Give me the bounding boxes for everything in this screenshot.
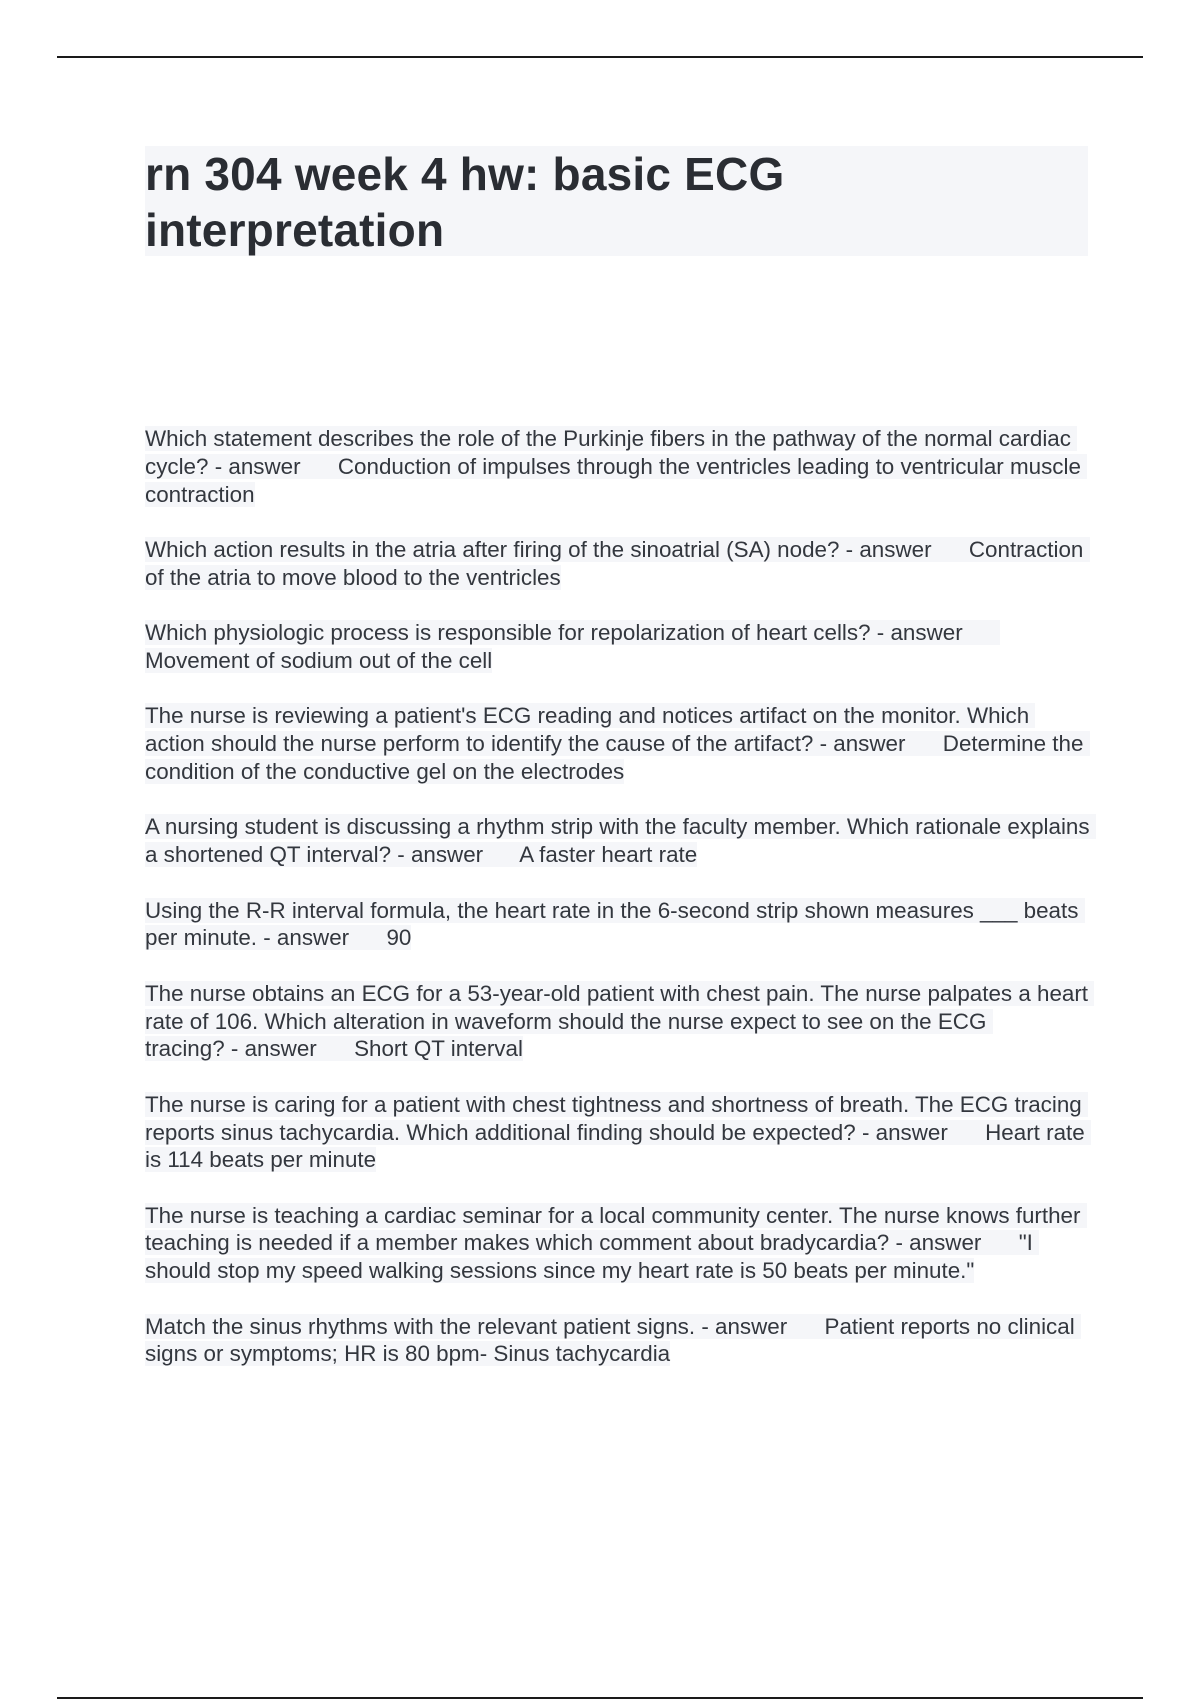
answer-text: "I should stop my speed walking sessions since my heart rate is 50 beats per minute." [145, 1230, 1040, 1284]
answer-text: Short QT interval [354, 1036, 523, 1062]
qa-item [145, 425, 1095, 508]
question-text: The nurse is caring for a patient with chest tightness and shortness of breath. The ECG tracing reports sinus tachycardia. Which additional finding should be expected? [145, 1091, 1088, 1145]
answer-separator: - [257, 925, 277, 951]
answer-separator: - [391, 842, 411, 868]
qa-item [145, 1091, 1095, 1174]
qa-item [145, 813, 1095, 869]
answer-label: answer [890, 620, 963, 646]
top-rule [57, 56, 1143, 58]
answer-text: Contraction of the atria to move blood to the ventricles [145, 536, 1090, 590]
answer-text: Movement of sodium out of the cell [145, 647, 493, 673]
qa-item [145, 897, 1095, 953]
answer-label: answer [875, 1119, 948, 1145]
answer-text: Conduction of impulses through the ventricles leading to ventricular muscle contraction [145, 453, 1088, 507]
answer-label: answer [859, 536, 932, 562]
answer-separator: - [855, 1119, 876, 1145]
answer-text: A faster heart rate [519, 842, 698, 868]
question-text: Match the sinus rhythms with the relevant patient signs. [145, 1313, 696, 1339]
answer-label: answer [410, 842, 484, 868]
answer-label: answer [909, 1230, 982, 1256]
answer-separator: - [208, 453, 229, 479]
answer-separator: - [695, 1313, 715, 1339]
answer-separator: - [870, 620, 891, 646]
answer-label: answer [276, 925, 350, 951]
answer-label: answer [715, 1313, 788, 1339]
question-text: Which action results in the atria after firing of the sinoatrial (SA) node? [145, 536, 840, 562]
qa-item [145, 980, 1095, 1063]
answer-text: Determine the condition of the conductive gel on the electrodes [145, 731, 1090, 784]
qa-item [145, 1313, 1095, 1369]
document-title: rn 304 week 4 hw: basic ECG interpretation [145, 148, 785, 256]
question-text: Which physiologic process is responsible for repolarization of heart cells? [145, 620, 871, 646]
answer-label: answer [833, 731, 906, 757]
answer-text: 90 [386, 925, 412, 951]
answer-text: Heart rate is 114 beats per minute [145, 1119, 1091, 1173]
answer-text: Patient reports no clinical signs or symptoms; HR is 80 bpm- Sinus tachycardia [145, 1313, 1081, 1367]
qa-item [145, 702, 1095, 785]
question-text: Which statement describes the role of the Purkinje fibers in the pathway of the normal cardiac cycle? [145, 426, 1078, 479]
answer-label: answer [244, 1036, 317, 1062]
question-text: The nurse is teaching a cardiac seminar for a local community center. The nurse knows further teaching is needed if a member makes which comment about bradycardia? [145, 1202, 1087, 1256]
qa-list [145, 425, 1095, 1396]
answer-separator: - [813, 731, 834, 757]
title-block [145, 146, 1088, 256]
answer-separator: - [889, 1230, 910, 1256]
question-text: Using the R-R interval formula, the heart rate in the 6-second strip shown measures ___ beats per minute. [145, 897, 1085, 951]
question-text: A nursing student is discussing a rhythm strip with the faculty member. Which rationale explains a shortened QT interval? [145, 814, 1096, 868]
answer-separator: - [839, 536, 860, 562]
qa-item [145, 1202, 1095, 1285]
question-text: The nurse obtains an ECG for a 53-year-old patient with chest pain. The nurse palpates a heart rate of 106. Which alteration in waveform should the nurse expect to see on the ECG tracing? [145, 980, 1095, 1062]
question-text: The nurse is reviewing a patient's ECG reading and notices artifact on the monitor. Which action should the nurse perform to identify the cause of the artifact? [145, 703, 1036, 757]
answer-label: answer [228, 453, 301, 479]
bottom-rule [57, 1697, 1143, 1699]
qa-item [145, 536, 1095, 592]
answer-separator: - [224, 1036, 245, 1062]
qa-item [145, 619, 1095, 675]
